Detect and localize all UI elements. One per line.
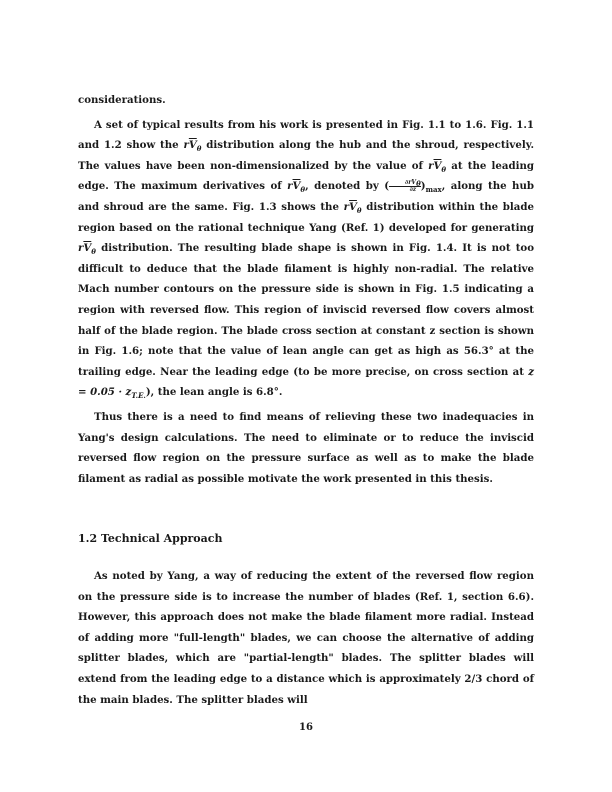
math-rvtheta: $r\overline{V}_\theta$ (287, 180, 306, 195)
math-derivative: ( $\frac{\partial rV_\theta}{\partial z}$ )$_{max}$ (384, 178, 442, 195)
paragraph-motivation: Thus there is a need to find means of relieving these two inadequacies in Yang's design calculations. The need to eliminate or to reduce the inviscid reversed flow region on the pressure surface as well as to make the blade filament as radial as possible motivate the work presented in this thesis. (78, 410, 534, 485)
math-rvtheta: $r\overline{V}_\theta$ (428, 159, 447, 174)
math-rvtheta: $r\overline{V}_\theta$ (343, 200, 362, 215)
section-heading: 1.2 Technical Approach (78, 532, 223, 545)
paragraph-results: A set of typical results from his work is presented in Fig. 1.1 to 1.6. Fig. 1.1 and 1.2 show the $r\overline{V}_\theta$ distribution along the hub and the shroud, respectively. The values have been non-dimensionalized by the value of $r\overline{V}_\theta$ at the leading edge. The maximum derivatives of $r\overline{V}_\theta$, denoted by ( $\frac{\partial rV_\theta}{\partial z}$ )$_{max}$, along the hub and shroud are the same. Fig. 1.3 shows the $r\overline{V}_\theta$ distribution within the blade region based on the rational technique Yang (Ref. 1) developed for generating $r\overline{V}_\theta$ distribution. The resulting blade shape is shown in Fig. 1.4. It is not too difficult to deduce that the blade filament is highly non-radial. The relative Mach number contours on the pressure side is shown in Fig. 1.5 indicating a region with reversed flow. This region of inviscid reversed flow covers almost half of the blade region. The blade cross section at constant z section is shown in Fig. 1.6; note that the value of lean angle can get as high as 56.3° at the trailing edge. Near the leading edge (to be more precise, on cross section at $z = 0.05 \cdot z_{T.E.}$), the lean angle is 6.8°. (78, 118, 534, 401)
math-rvtheta: $r\overline{V}_\theta$ (183, 139, 202, 154)
paragraph-approach: As noted by Yang, a way of reducing the extent of the reversed flow region on the pressure side is to increase the number of blades (Ref. 1, section 6.6). However, this approach does not make the blade filament more radial. Instead of adding more "full-length" blades, we can choose the alternative of adding splitter blades, which are "partial-length" blades. The splitter blades will extend from the leading edge to a distance which is approximately 2/3 chord of the main blades. The splitter blades will (78, 570, 534, 706)
body-text-top (78, 90, 534, 489)
math-z-section: $z = 0.05 \cdot z_{T.E.}$ (78, 365, 534, 401)
body-text-bottom (78, 566, 534, 710)
page-number: 16 (299, 722, 313, 733)
paragraph-continuation: considerations. (78, 94, 166, 106)
math-rvtheta: $r\overline{V}_\theta$ (78, 242, 96, 257)
